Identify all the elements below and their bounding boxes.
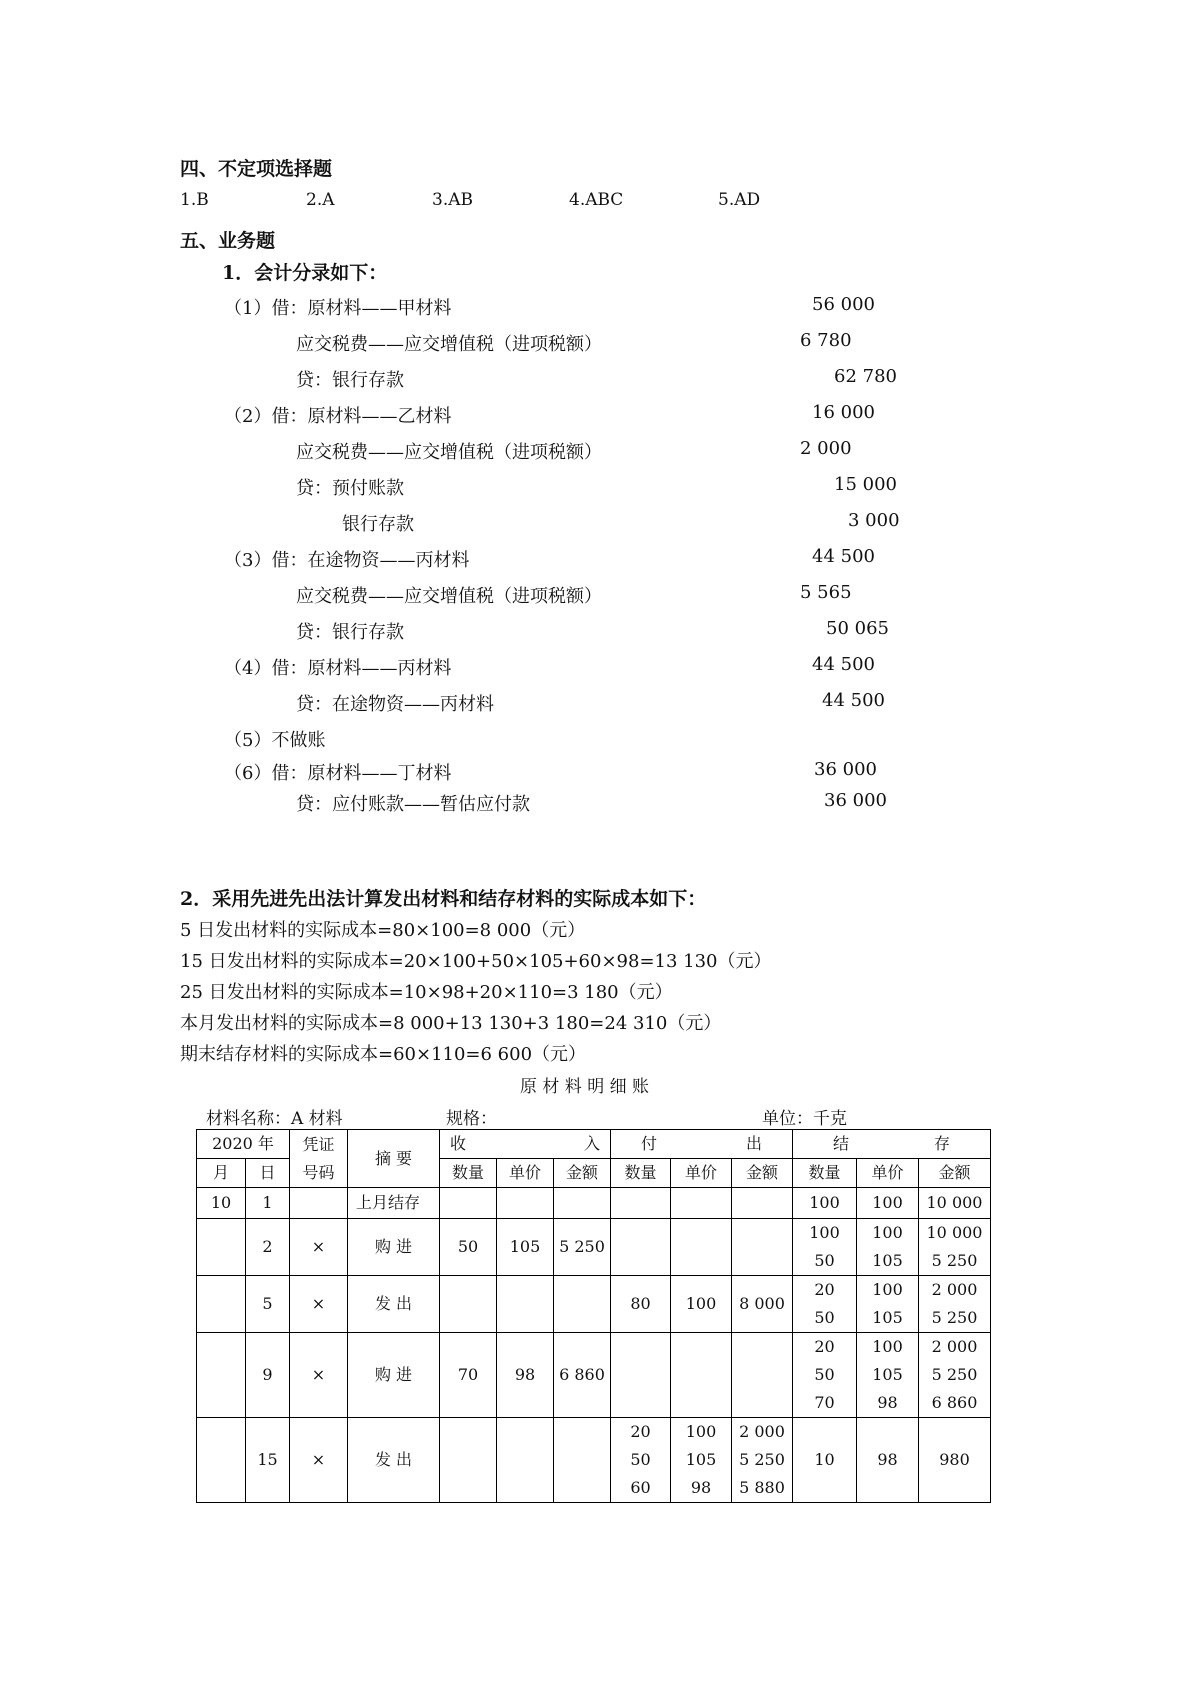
ledger-title: 原 材 料 明 细 账 (520, 1077, 650, 1097)
bal-qty-cell: 20 50 70 (793, 1333, 857, 1418)
calc-line: 25 日发出材料的实际成本=10×98+20×110=3 180（元） (180, 982, 673, 1003)
q1-title: 1．会计分录如下： (222, 262, 388, 284)
entry-text: 贷：预付账款 (296, 478, 404, 499)
out-header: 付 出 (611, 1130, 793, 1159)
in-amount-header: 金额 (554, 1159, 611, 1188)
out-price-cell (671, 1188, 732, 1219)
entry-amount: 44 500 (812, 654, 875, 675)
entry-text: （2）借：原材料——乙材料 (224, 406, 452, 427)
in-header: 收 入 (440, 1130, 611, 1159)
entry-text: 贷：应付账款——暂估应付款 (296, 794, 530, 815)
out-price-header: 单价 (671, 1159, 732, 1188)
ledger-unit: 单位：千克 (762, 1109, 847, 1129)
in-amount-cell: 5 250 (554, 1219, 611, 1276)
answer-4: 4.ABC (569, 190, 624, 210)
bal-price-cell: 100 (857, 1188, 919, 1219)
ledger-material: 材料名称：A 材料 (206, 1109, 343, 1129)
out-qty-cell: 20 50 60 (611, 1418, 671, 1503)
section4-heading: 四、不定项选择题 (180, 158, 333, 180)
out-price-cell (671, 1333, 732, 1418)
answer-2: 2.A (306, 190, 335, 210)
section5-heading: 五、业务题 (180, 230, 276, 252)
out-amount-cell (732, 1333, 793, 1418)
header-row-1 (197, 1130, 991, 1159)
out-price-cell (671, 1219, 732, 1276)
calc-line: 15 日发出材料的实际成本=20×100+50×105+60×98=13 130（元） (180, 951, 772, 972)
summary-header: 摘 要 (348, 1130, 440, 1188)
bal-qty-header: 数量 (793, 1159, 857, 1188)
entry-amount: 36 000 (814, 759, 877, 780)
bal-price-cell: 100 105 (857, 1219, 919, 1276)
day-cell: 9 (246, 1333, 290, 1418)
entry-text: （3）借：在途物资——丙材料 (224, 550, 470, 571)
in-amount-cell: 6 860 (554, 1333, 611, 1418)
bal-price-header: 单价 (857, 1159, 919, 1188)
in-qty-cell (440, 1276, 497, 1333)
entry-text: 应交税费——应交增值税（进项税额） (296, 334, 602, 355)
entry-amount: 3 000 (848, 510, 900, 531)
bal-price-cell: 100 105 (857, 1276, 919, 1333)
calc-line: 5 日发出材料的实际成本=80×100=8 000（元） (180, 920, 586, 941)
out-qty-cell (611, 1333, 671, 1418)
voucher-cell (290, 1188, 348, 1219)
entry-text: （1）借：原材料——甲材料 (224, 298, 452, 319)
year-header: 2020 年 (197, 1130, 290, 1159)
entry-amount: 44 500 (822, 690, 885, 711)
in-qty-cell: 70 (440, 1333, 497, 1418)
in-price-header: 单价 (497, 1159, 554, 1188)
entry-text: （6）借：原材料——丁材料 (224, 763, 452, 784)
table-row (197, 1418, 991, 1503)
in-price-cell: 105 (497, 1219, 554, 1276)
month-cell (197, 1219, 246, 1276)
answer-3: 3.AB (432, 190, 473, 210)
entry-text: 应交税费——应交增值税（进项税额） (296, 586, 602, 607)
answer-5: 5.AD (718, 190, 761, 210)
q2-title: 2．采用先进先出法计算发出材料和结存材料的实际成本如下： (180, 888, 707, 910)
out-price-cell: 100 (671, 1276, 732, 1333)
out-qty-cell (611, 1188, 671, 1219)
in-amount-cell (554, 1276, 611, 1333)
day-cell: 15 (246, 1418, 290, 1503)
out-amount-cell (732, 1188, 793, 1219)
bal-amount-header: 金额 (919, 1159, 991, 1188)
entry-text: 贷：银行存款 (296, 370, 404, 391)
out-qty-cell (611, 1219, 671, 1276)
entry-amount: 5 565 (800, 582, 852, 603)
summary-cell: 购 进 (348, 1219, 440, 1276)
in-amount-cell (554, 1418, 611, 1503)
day-cell: 1 (246, 1188, 290, 1219)
entry-text: （5）不做账 (224, 730, 326, 751)
ledger-body (197, 1188, 991, 1503)
balance-header: 结 存 (793, 1130, 991, 1159)
bal-qty-cell: 100 (793, 1188, 857, 1219)
summary-cell: 上月结存 (348, 1188, 440, 1219)
voucher-cell: × (290, 1276, 348, 1333)
in-price-cell (497, 1188, 554, 1219)
voucher-header: 凭证 号码 (290, 1130, 348, 1188)
entry-amount: 16 000 (812, 402, 875, 423)
ledger-table (196, 1129, 991, 1503)
entry-text: 应交税费——应交增值税（进项税额） (296, 442, 602, 463)
out-price-cell: 100 105 98 (671, 1418, 732, 1503)
summary-cell: 购 进 (348, 1333, 440, 1418)
bal-amount-cell: 2 000 5 250 (919, 1276, 991, 1333)
bal-amount-cell: 980 (919, 1418, 991, 1503)
voucher-cell: × (290, 1219, 348, 1276)
calc-line: 期末结存材料的实际成本=60×110=6 600（元） (180, 1044, 587, 1065)
summary-cell: 发 出 (348, 1276, 440, 1333)
out-amount-cell (732, 1219, 793, 1276)
bal-price-cell: 98 (857, 1418, 919, 1503)
entry-amount: 44 500 (812, 546, 875, 567)
bal-amount-cell: 2 000 5 250 6 860 (919, 1333, 991, 1418)
table-row (197, 1188, 991, 1219)
summary-cell: 发 出 (348, 1418, 440, 1503)
answer-1: 1.B (180, 190, 209, 210)
ledger-spec: 规格： (446, 1109, 497, 1129)
calc-line: 本月发出材料的实际成本=8 000+13 130+3 180=24 310（元） (180, 1013, 722, 1034)
in-amount-cell (554, 1188, 611, 1219)
out-qty-header: 数量 (611, 1159, 671, 1188)
table-row (197, 1333, 991, 1418)
voucher-cell: × (290, 1333, 348, 1418)
day-cell: 2 (246, 1219, 290, 1276)
entry-text: 银行存款 (342, 514, 414, 535)
bal-amount-cell: 10 000 5 250 (919, 1219, 991, 1276)
bal-qty-cell: 20 50 (793, 1276, 857, 1333)
out-amount-header: 金额 (732, 1159, 793, 1188)
in-qty-cell: 50 (440, 1219, 497, 1276)
bal-qty-cell: 10 (793, 1418, 857, 1503)
in-qty-header: 数量 (440, 1159, 497, 1188)
in-price-cell (497, 1276, 554, 1333)
entry-text: （4）借：原材料——丙材料 (224, 658, 452, 679)
month-cell: 10 (197, 1188, 246, 1219)
month-cell (197, 1418, 246, 1503)
day-header: 日 (246, 1159, 290, 1188)
in-qty-cell (440, 1418, 497, 1503)
entry-amount: 56 000 (812, 294, 875, 315)
in-price-cell (497, 1418, 554, 1503)
month-header: 月 (197, 1159, 246, 1188)
entry-amount: 15 000 (834, 474, 897, 495)
out-qty-cell: 80 (611, 1276, 671, 1333)
day-cell: 5 (246, 1276, 290, 1333)
bal-qty-cell: 100 50 (793, 1219, 857, 1276)
table-row (197, 1219, 991, 1276)
bal-amount-cell: 10 000 (919, 1188, 991, 1219)
entry-text: 贷：在途物资——丙材料 (296, 694, 494, 715)
entry-amount: 2 000 (800, 438, 852, 459)
entry-amount: 6 780 (800, 330, 852, 351)
voucher-cell: × (290, 1418, 348, 1503)
in-qty-cell (440, 1188, 497, 1219)
out-amount-cell: 2 000 5 250 5 880 (732, 1418, 793, 1503)
out-amount-cell: 8 000 (732, 1276, 793, 1333)
month-cell (197, 1333, 246, 1418)
entry-amount: 36 000 (824, 790, 887, 811)
in-price-cell: 98 (497, 1333, 554, 1418)
month-cell (197, 1276, 246, 1333)
entry-text: 贷：银行存款 (296, 622, 404, 643)
entry-amount: 50 065 (826, 618, 889, 639)
entry-amount: 62 780 (834, 366, 897, 387)
bal-price-cell: 100 105 98 (857, 1333, 919, 1418)
table-row (197, 1276, 991, 1333)
